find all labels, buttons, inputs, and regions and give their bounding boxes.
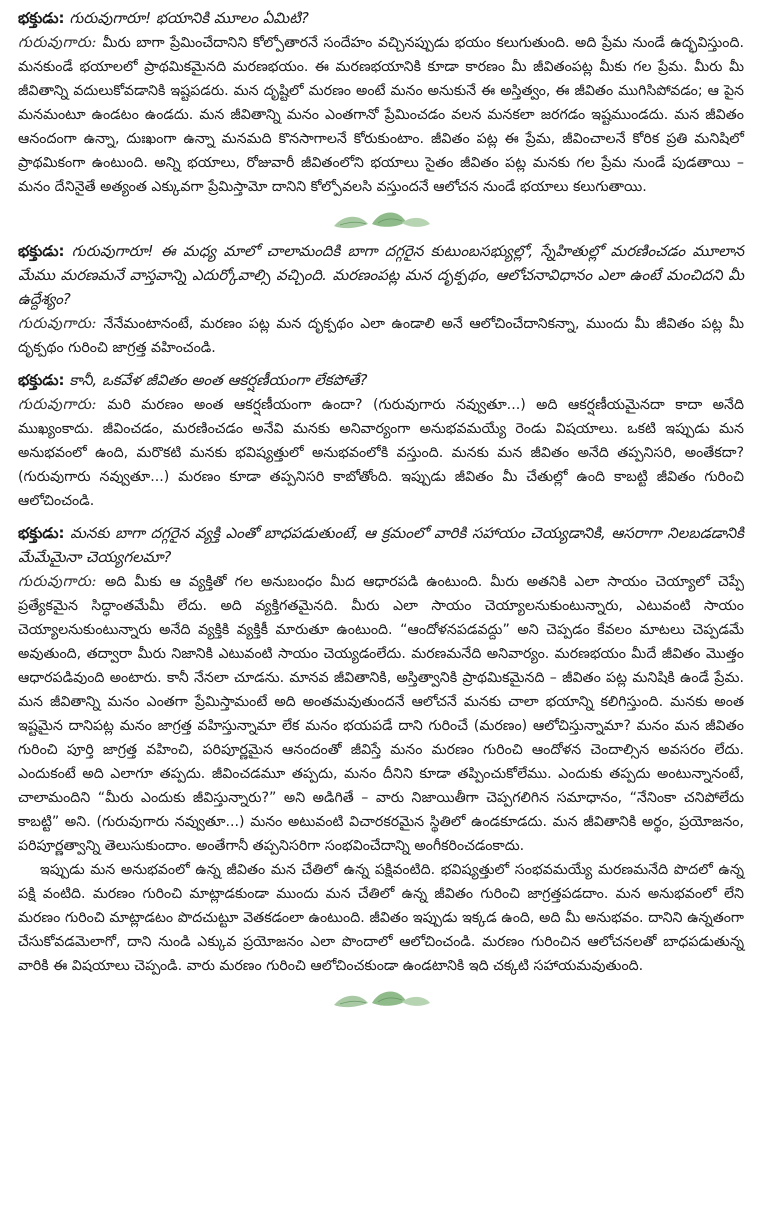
answer-text: మరి మరణం అంత ఆకర్షణీయంగా ఉందా? (గురువుగారు నవ్వుతూ...) అది ఆకర్షణీయమైనదా కాదా అనేది ముఖ్యంకాదు. జీవించడం, మరణించడం అనేవి మనకు అనివార్యంగా అనుభవమయ్యే రెండు విషయాలు. ఒకటి ఇప్పుడు మన అనుభవంలో ఉంది, మరొకటి మనకు భవిష్యత్తులో అనుభవంలోకి వస్తుంది. మనకు మన జీవితం అనేది తప్పనిసరి, అంతేకదా? (గురువుగారు నవ్వుతూ...) మరణం కూడా తప్పనిసరి కాబోతోంది. ఇప్పుడు జీవితం మీ చేతుల్లో ఉంది కాబట్టి జీవితం గురించి ఆలోచించండి. — [18, 397, 744, 509]
answer-text: మీరు బాగా ప్రేమించేదానిని కోల్పోతారనే సందేహం వచ్చినప్పుడు భయం కలుగుతుంది. అది ప్రేమ నుండే ఉద్భవిస్తుంది. మనకుండే భయాలలో ప్రాథమికమైనది మరణభయం. ఈ మరణభయానికి కూడా కారణం మీ జీవితంపట్ల మీకు గల ప్రేమ. మీరు మీ జీవితాన్ని వదులుకోవడానికి ఇష్టపడరు. మన దృష్టిలో మరణం అంటే మనం అనుకునే ఈ అస్తిత్వం, ఈ జీవితం ముగిసిపోవడం; ఆ పైన మనమంటూ ఉండటం ఉండదు. మన జీవితాన్ని మనం ఎంతగానో ప్రేమించడం వలన మనకలా జరగడం ఇష్టముండదు. మన జీవితం ఆనందంగా ఉన్నా, దుఃఖంగా ఉన్నా మనమది కొనసాగాలనే కోరుకుంటాం. జీవితం పట్ల ఈ ప్రేమ, జీవించాలనే కోరిక ప్రతి మనిషిలో ప్రాథమికంగా ఉంటుంది. అన్ని భయాలు, రోజువారీ జీవితంలోని భయాలు సైతం జీవితం పట్ల మనకు గల ప్రేమ నుండే పుడతాయి – మనం దేనినైతే అత్యంత ఎక్కువగా ప్రేమిస్తామో దానిని కోల్పోవలసి వస్తుందనే ఆలోచన నుండే భయాలు కలుగుతాయి. — [18, 35, 744, 195]
devotee-label: భక్తుడు: — [18, 371, 65, 389]
answer-4 — [18, 569, 744, 858]
answer-text: ఇప్పుడు మన అనుభవంలో ఉన్న జీవితం మన చేతిలో ఉన్న పక్షివంటిది. భవిష్యత్తులో సంభవమయ్యే మరణమనేది పొదలో ఉన్న పక్షి వంటిది. మరణం గురించి మాట్లాడకుండా ముందు మన చేతిలో ఉన్న జీవితం గురించి జాగ్రత్తపడదాం. మన అనుభవంలో లేని మరణం గురించి మాట్లాడటం పొదచుట్టూ వెతకడంలా ఉంటుంది. జీవితం ఇప్పుడు ఇక్కడ ఉంది, అది మీ అనుభవం. దానిని ఉన్నతంగా చేసుకోవడమెలాగో, దాని నుండి ఎక్కువ ప్రయోజనం ఎలా పొందాలో ఆలోచించండి. మరణం గురించిన ఆలోచనలతో బాధపడుతున్న వారికి ఈ విషయాలు చెప్పండి. వారు మరణం గురించి ఆలోచించకుండా ఉండటానికి ఇది చక్కటి సహాయమవుతుంది. — [18, 862, 744, 974]
question-1 — [18, 6, 744, 30]
devotee-label: భక్తుడు: — [18, 242, 65, 260]
qa-section-1 — [18, 6, 744, 199]
answer-text: అది మీకు ఆ వ్యక్తితో గల అనుబంధం మీద ఆధారపడి ఉంటుంది. మీరు అతనికి ఎలా సాయం చెయ్యాలో చెప్పే ప్రత్యేకమైన సిద్ధాంతమేమీ లేదు. అది వ్యక్తిగతమైనది. మీరు ఎలా సాయం చెయ్యాలనుకుంటున్నారు, ఎటువంటి సాయం చెయ్యాలనుకుంటున్నారు అనేది వ్యక్తికి వ్యక్తికీ మారుతూ ఉంటుంది. “ఆందోళనపడవద్దు” అని చెప్పడం కేవలం మాటలు చెప్పడమే అవుతుంది, తద్వారా మీరు నిజానికి ఎటువంటి సాయం చెయ్యడంలేదు. మరణమనేది అనివార్యం. మరణభయం మీదే జీవితం మొత్తం ఆధారపడివుంది అంటారు. కానీ నేనలా చూడను. మానవ జీవితానికి, అస్తిత్వానికి ప్రాథమికమైనది – జీవితం పట్ల మనిషికి ఉండే ప్రేమ. మన జీవితాన్ని మనం ఎంతగా ప్రేమిస్తామంటే అది అంతమవుతుందనే ఆలోచనే మనకు చాలా భయాన్ని కలిగిస్తుంది. మనకు అంత ఇష్టమైన దానిపట్ల మనం జాగ్రత్త వహిస్తున్నామా లేక మనం భయపడే దాని గురించే (మరణం) ఆలోచిస్తున్నామా? మనం మన జీవితం గురించి పూర్తి జాగ్రత్త వహించి, పరిపూర్ణమైన ఆనందంతో జీవిస్తే మనం మరణం గురించి ఆందోళన చెందాల్సిన అవసరం లేదు. ఎందుకంటే అది ఎలాగూ తప్పదు. జీవించడమూ తప్పదు, మనం దీనిని కూడా తప్పించుకోలేము. ఎందుకు తప్పదు అంటున్నానంటే, చాలామందిని “మీరు ఎందుకు జీవిస్తున్నారు?” అని అడిగితే – వారు నిజాయితీగా చెప్పగలిగిన సమాధానం, “నేనింకా చనిపోలేదు కాబట్టి” అని. (గురువుగారు నవ్వుతూ...) మనం అటువంటి విచారకరమైన స్థితిలో ఉండకూడదు. మన జీవితానికి అర్థం, ప్రయోజనం, పరిపూర్ణత్వాన్ని తెలుసుకుందాం. అంతేగానీ తప్పనిసరిగా సంభవించేదాన్ని అంగీకరించడంకాదు. — [18, 574, 745, 854]
leaf-ornament-icon — [326, 985, 436, 1011]
question-text: గురువుగారూ! భయానికి మూలం ఏమిటి? — [69, 9, 309, 27]
devotee-label: భక్తుడు: — [18, 9, 65, 27]
leaf-ornament-divider — [18, 199, 744, 239]
answer-text: నేనేమంటానంటే, మరణం పట్ల మన దృక్పథం ఎలా ఉండాలి అనే ఆలోచించేదానికన్నా, ముందు మీ జీవితం పట్ల మీ దృక్పథం గురించి జాగ్రత్త వహించండి. — [18, 316, 744, 356]
article — [18, 6, 744, 1018]
leaf-ornament-divider — [18, 978, 744, 1018]
question-text: కానీ, ఒకవేళ జీవితం అంత ఆకర్షణీయంగా లేకపోతే? — [69, 371, 368, 389]
qa-section-2 — [18, 239, 744, 360]
answer-1 — [18, 30, 744, 199]
answer-2 — [18, 311, 744, 360]
answer-4-continued — [18, 858, 744, 978]
guru-label: గురువుగారు: — [18, 33, 97, 51]
answer-3 — [18, 392, 744, 513]
question-text: మనకు బాగా దగ్గరైన వ్యక్తి ఎంతో బాధపడుతుంటే, ఆ క్రమంలో వారికి సహాయం చెయ్యడానికి, ఆసరాగా నిలబడడానికి మేమేమైనా చెయ్యగలమా? — [18, 524, 744, 566]
guru-label: గురువుగారు: — [18, 572, 97, 590]
question-text: గురువుగారూ! ఈ మధ్య మాలో చాలామందికి బాగా దగ్గరైన కుటుంబసభ్యుల్లో, స్నేహితుల్లో మరణించడం మూలాన మేము మరణమనే వాస్తవాన్ని ఎదుర్కోవాల్సి వచ్చింది. మరణంపట్ల మన దృక్పథం, ఆలోచనావిధానం ఎలా ఉంటే మంచిదని మీ ఉద్దేశ్యం? — [18, 242, 744, 308]
leaf-ornament-icon — [326, 206, 436, 232]
question-4 — [18, 521, 744, 569]
devotee-label: భక్తుడు: — [18, 524, 65, 542]
question-3 — [18, 368, 744, 392]
guru-label: గురువుగారు: — [18, 395, 97, 413]
qa-section-4 — [18, 521, 744, 978]
qa-section-3 — [18, 368, 744, 513]
question-2 — [18, 239, 744, 311]
guru-label: గురువుగారు: — [18, 314, 97, 332]
